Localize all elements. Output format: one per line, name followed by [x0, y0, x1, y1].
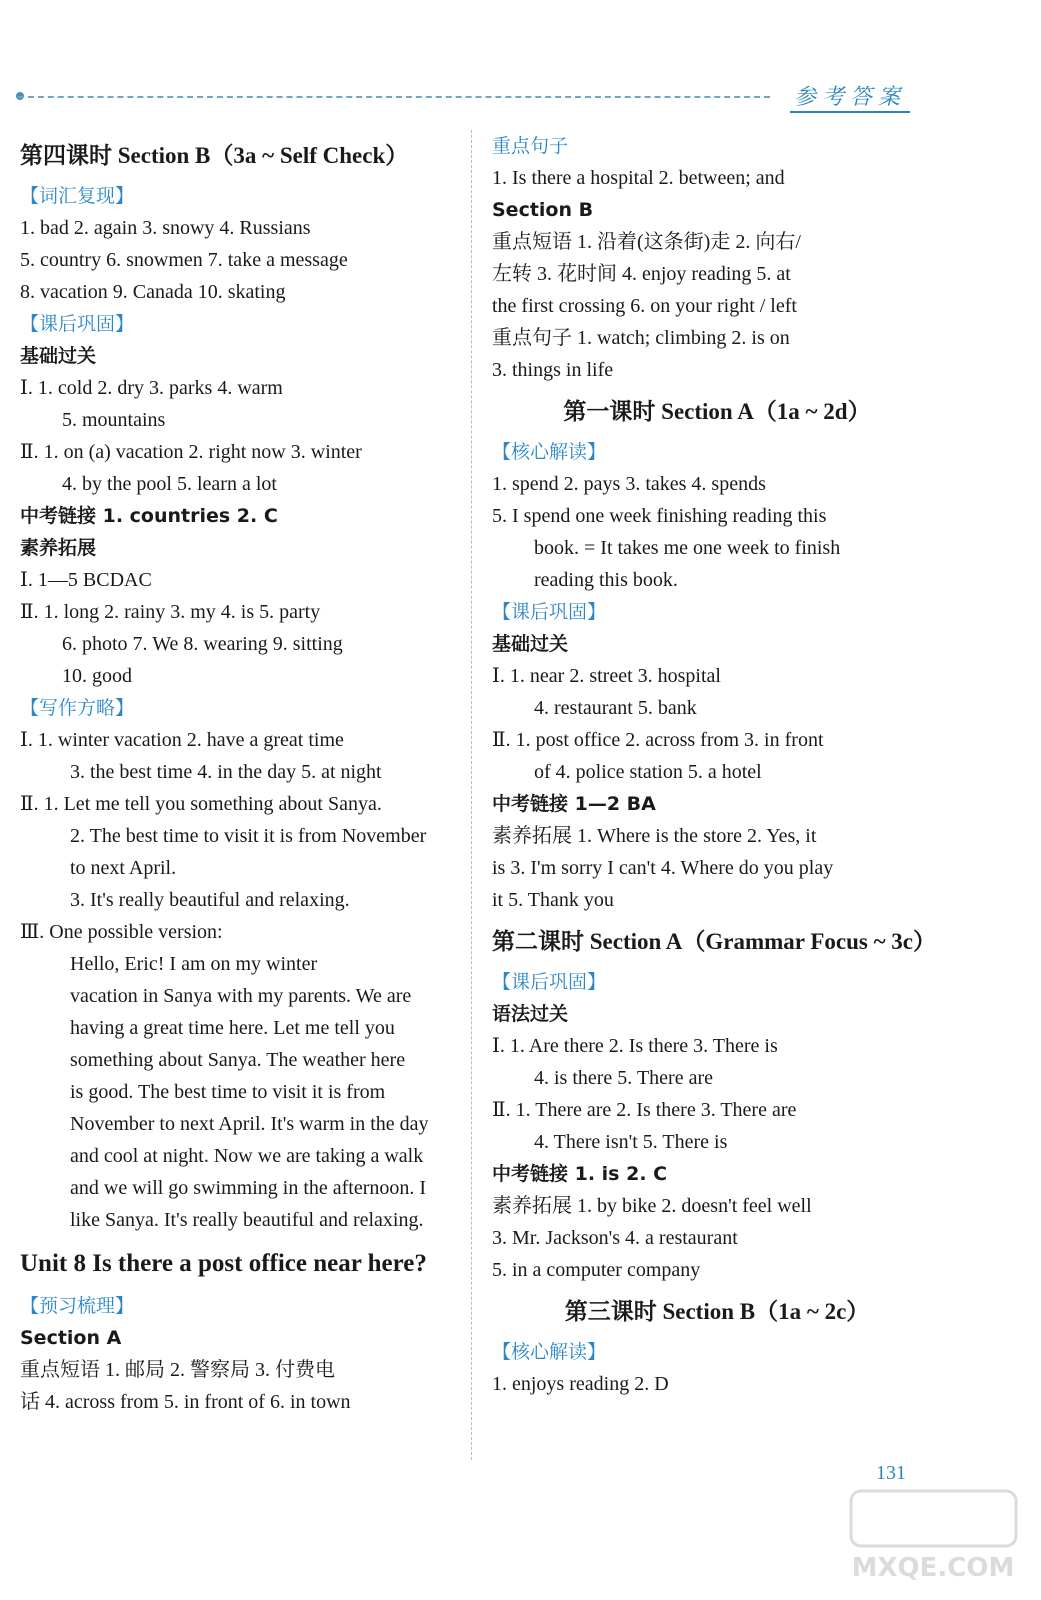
- right-line: 1. Is there a hospital 2. between; and: [492, 167, 785, 189]
- left-line: 5. mountains: [62, 409, 166, 431]
- right-line: is 3. I'm sorry I can't 4. Where do you play: [492, 857, 834, 879]
- right-line: 3. things in life: [492, 359, 614, 381]
- left-line: Ⅲ. One possible version:: [20, 921, 223, 943]
- left-line: Ⅱ. 1. long 2. rainy 3. my 4. is 5. party: [20, 601, 321, 623]
- left-line: something about Sanya. The weather here: [70, 1049, 406, 1071]
- right-line: 1. enjoys reading 2. D: [492, 1373, 669, 1395]
- left-line: Ⅰ. 1. cold 2. dry 3. parks 4. warm: [20, 377, 283, 399]
- right-line: 基础过关: [492, 633, 569, 655]
- right-line: 中考链接 1. is 2. C: [492, 1163, 668, 1185]
- left-line: vacation in Sanya with my parents. We are: [70, 985, 412, 1007]
- right-line: 重点句子 1. watch; climbing 2. is on: [492, 327, 790, 349]
- watermark-logo: [846, 1486, 1021, 1586]
- header-answer-tag: 参考答案: [790, 80, 910, 113]
- right-line: 语法过关: [492, 1003, 569, 1025]
- right-line: 【核心解读】: [492, 1341, 607, 1363]
- left-line: 4. by the pool 5. learn a lot: [62, 473, 277, 495]
- left-line: 第四课时 Section B（3a ~ Self Check）: [20, 143, 409, 168]
- right-line: 第一课时 Section A（1a ~ 2d）: [563, 399, 871, 424]
- right-line: 中考链接 1—2 BA: [492, 793, 656, 815]
- right-column: [492, 130, 942, 1400]
- left-line: having a great time here. Let me tell you: [70, 1017, 395, 1039]
- left-line: 话 4. across from 5. in front of 6. in town: [20, 1391, 351, 1413]
- right-line: 【课后巩固】: [492, 971, 607, 993]
- right-line: 5. I spend one week finishing reading this: [492, 505, 827, 527]
- left-line: Unit 8 Is there a post office near here?: [20, 1250, 427, 1277]
- left-line: 【课后巩固】: [20, 313, 135, 335]
- right-line: Ⅰ. 1. near 2. street 3. hospital: [492, 665, 721, 687]
- right-line: 重点短语 1. 沿着(这条街)走 2. 向右/: [492, 231, 801, 253]
- left-line: November to next April. It's warm in the day: [70, 1113, 429, 1135]
- left-line: and we will go swimming in the afternoon. I: [70, 1177, 427, 1199]
- left-line: Section A: [20, 1327, 122, 1349]
- left-line: Ⅰ. 1. winter vacation 2. have a great time: [20, 729, 344, 751]
- left-line: 素养拓展: [20, 537, 97, 559]
- right-line: 【核心解读】: [492, 441, 607, 463]
- left-line: Ⅱ. 1. Let me tell you something about Sanya.: [20, 793, 382, 815]
- right-line: 素养拓展 1. Where is the store 2. Yes, it: [492, 825, 817, 847]
- column-divider: [471, 130, 472, 1460]
- right-line: 左转 3. 花时间 4. enjoy reading 5. at: [492, 263, 791, 285]
- left-line: Ⅰ. 1—5 BCDAC: [20, 569, 152, 591]
- left-line: 6. photo 7. We 8. wearing 9. sitting: [62, 633, 343, 655]
- right-line: Ⅱ. 1. post office 2. across from 3. in front: [492, 729, 824, 751]
- right-line: 4. There isn't 5. There is: [534, 1131, 728, 1153]
- left-line: 1. bad 2. again 3. snowy 4. Russians: [20, 217, 311, 239]
- left-line: 3. the best time 4. in the day 5. at night: [70, 761, 382, 783]
- left-line: 【写作方略】: [20, 697, 135, 719]
- watermark-text: MXQE.COM: [851, 1553, 1015, 1583]
- left-line: to next April.: [70, 857, 177, 879]
- right-line: 4. restaurant 5. bank: [534, 697, 697, 719]
- right-line: 1. spend 2. pays 3. takes 4. spends: [492, 473, 766, 495]
- right-line: 重点句子: [492, 135, 569, 157]
- right-line: Section B: [492, 199, 594, 221]
- page-number: 131: [876, 1462, 906, 1484]
- left-line: 10. good: [62, 665, 132, 687]
- right-line: it 5. Thank you: [492, 889, 614, 911]
- left-line: 基础过关: [20, 345, 97, 367]
- right-line: book. = It takes me one week to finish: [534, 537, 841, 559]
- right-line: 5. in a computer company: [492, 1259, 701, 1281]
- header-rule: [18, 96, 770, 98]
- left-line: like Sanya. It's really beautiful and relaxing.: [70, 1209, 424, 1231]
- right-line: 4. is there 5. There are: [534, 1067, 713, 1089]
- right-line: reading this book.: [534, 569, 678, 591]
- left-line: Ⅱ. 1. on (a) vacation 2. right now 3. winter: [20, 441, 362, 463]
- right-line: 第二课时 Section A（Grammar Focus ~ 3c）: [492, 929, 937, 954]
- right-line: of 4. police station 5. a hotel: [534, 761, 762, 783]
- right-line: 3. Mr. Jackson's 4. a restaurant: [492, 1227, 738, 1249]
- left-column: [20, 130, 468, 1418]
- right-line: Ⅰ. 1. Are there 2. Is there 3. There is: [492, 1035, 778, 1057]
- right-line: 第三课时 Section B（1a ~ 2c）: [564, 1299, 870, 1324]
- left-line: 8. vacation 9. Canada 10. skating: [20, 281, 286, 303]
- left-line: 中考链接 1. countries 2. C: [20, 505, 278, 527]
- left-line: Hello, Eric! I am on my winter: [70, 953, 318, 975]
- left-line: 【预习梳理】: [20, 1295, 135, 1317]
- left-line: 3. It's really beautiful and relaxing.: [70, 889, 350, 911]
- left-line: 5. country 6. snowmen 7. take a message: [20, 249, 348, 271]
- right-line: the first crossing 6. on your right / left: [492, 295, 797, 317]
- right-line: Ⅱ. 1. There are 2. Is there 3. There are: [492, 1099, 797, 1121]
- left-line: 【词汇复现】: [20, 185, 135, 207]
- left-line: 2. The best time to visit it is from November: [70, 825, 427, 847]
- left-line: and cool at night. Now we are taking a walk: [70, 1145, 424, 1167]
- left-line: is good. The best time to visit it is from: [70, 1081, 386, 1103]
- right-line: 素养拓展 1. by bike 2. doesn't feel well: [492, 1195, 812, 1217]
- left-line: 重点短语 1. 邮局 2. 警察局 3. 付费电: [20, 1359, 335, 1381]
- right-line: 【课后巩固】: [492, 601, 607, 623]
